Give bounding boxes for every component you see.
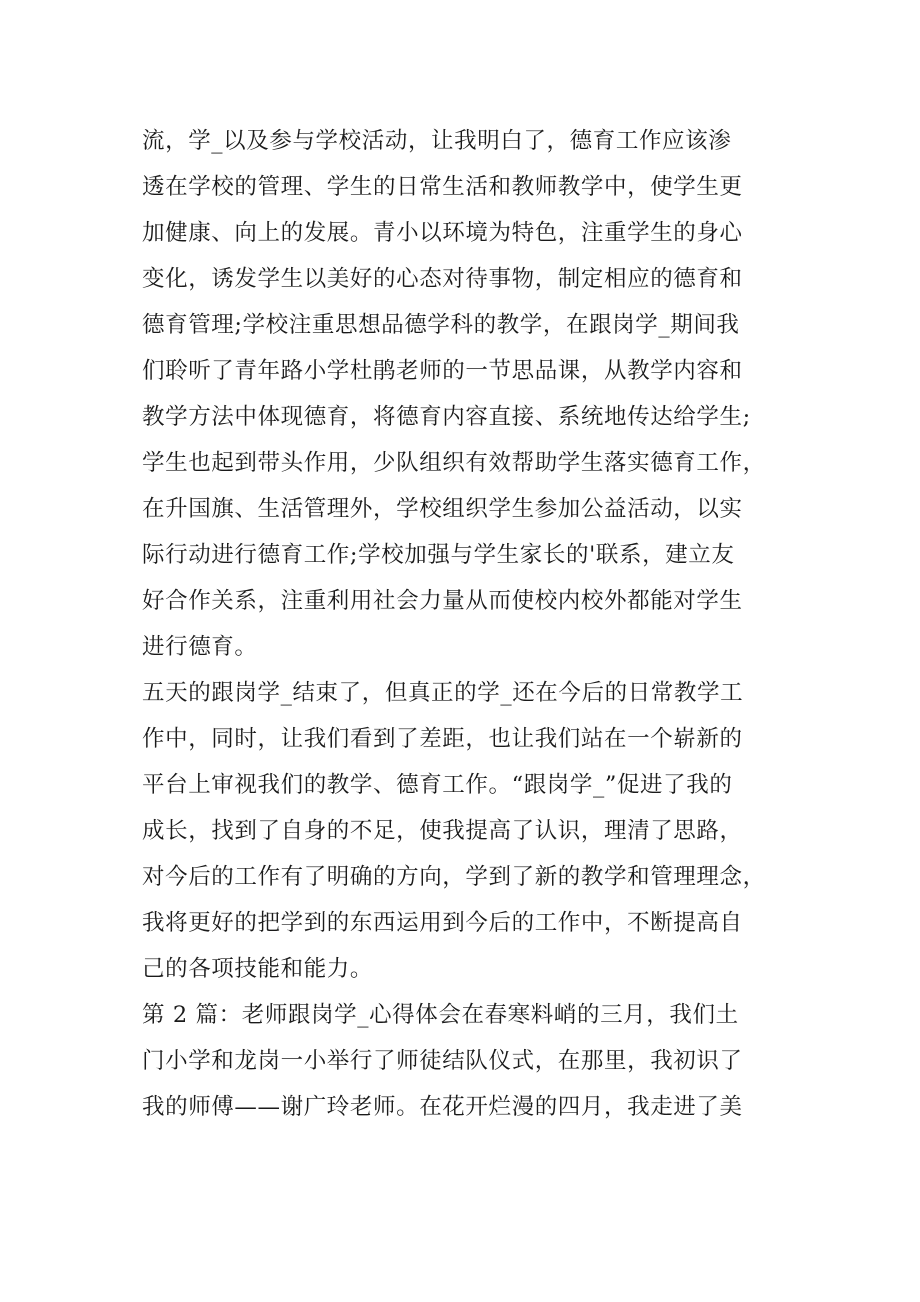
text-line: 际行动进行德育工作;学校加强与学生家长的'联系，建立友 <box>142 542 735 568</box>
text-line: 我的师傅——谢广玲老师。在花开烂漫的四月，我走进了美 <box>142 1094 743 1120</box>
text-line: 第 2 篇：老师跟岗学_心得体会在春寒料峭的三月，我们土 <box>142 1002 739 1028</box>
text-line: 成长，找到了自身的不足，使我提高了认识，理清了思路， <box>142 818 743 844</box>
text-line: 们聆听了青年路小学杜鹃老师的一节思品课，从教学内容和 <box>142 358 743 384</box>
text-line: 透在学校的管理、学生的日常生活和教师教学中，使学生更 <box>142 174 743 200</box>
text-line: 进行德育。 <box>142 634 258 660</box>
text-line: 我将更好的把学到的东西运用到今后的工作中，不断提高自 <box>142 910 743 936</box>
text-line: 平台上审视我们的教学、德育工作。“跟岗学_”促进了我的 <box>142 772 733 798</box>
text-line: 教学方法中体现德育，将德育内容直接、系统地传达给学生; <box>142 404 751 430</box>
text-line: 对今后的工作有了明确的方向，学到了新的教学和管理理念， <box>142 864 766 890</box>
text-line: 变化，诱发学生以美好的心态对待事物，制定相应的德育和 <box>142 266 743 292</box>
text-line: 学生也起到带头作用，少队组织有效帮助学生落实德育工作， <box>142 450 766 476</box>
text-line: 己的各项技能和能力。 <box>142 956 374 982</box>
text-line: 作中，同时，让我们看到了差距，也让我们站在一个崭新的 <box>142 726 743 752</box>
text-line: 好合作关系，注重利用社会力量从而使校内校外都能对学生 <box>142 588 743 614</box>
text-line: 五天的跟岗学_结束了，但真正的学_还在今后的日常教学工 <box>142 680 744 706</box>
document-body <box>142 118 792 1130</box>
text-line: 门小学和龙岗一小举行了师徒结队仪式，在那里，我初识了 <box>142 1048 743 1074</box>
text-line: 德育管理;学校注重思想品德学科的教学，在跟岗学_期间我 <box>142 312 740 338</box>
text-line: 在升国旗、生活管理外，学校组织学生参加公益活动，以实 <box>142 496 743 522</box>
text-line: 流，学_以及参与学校活动，让我明白了，德育工作应该渗 <box>142 128 732 154</box>
text-line: 加健康、向上的发展。青小以环境为特色，注重学生的身心 <box>142 220 743 246</box>
